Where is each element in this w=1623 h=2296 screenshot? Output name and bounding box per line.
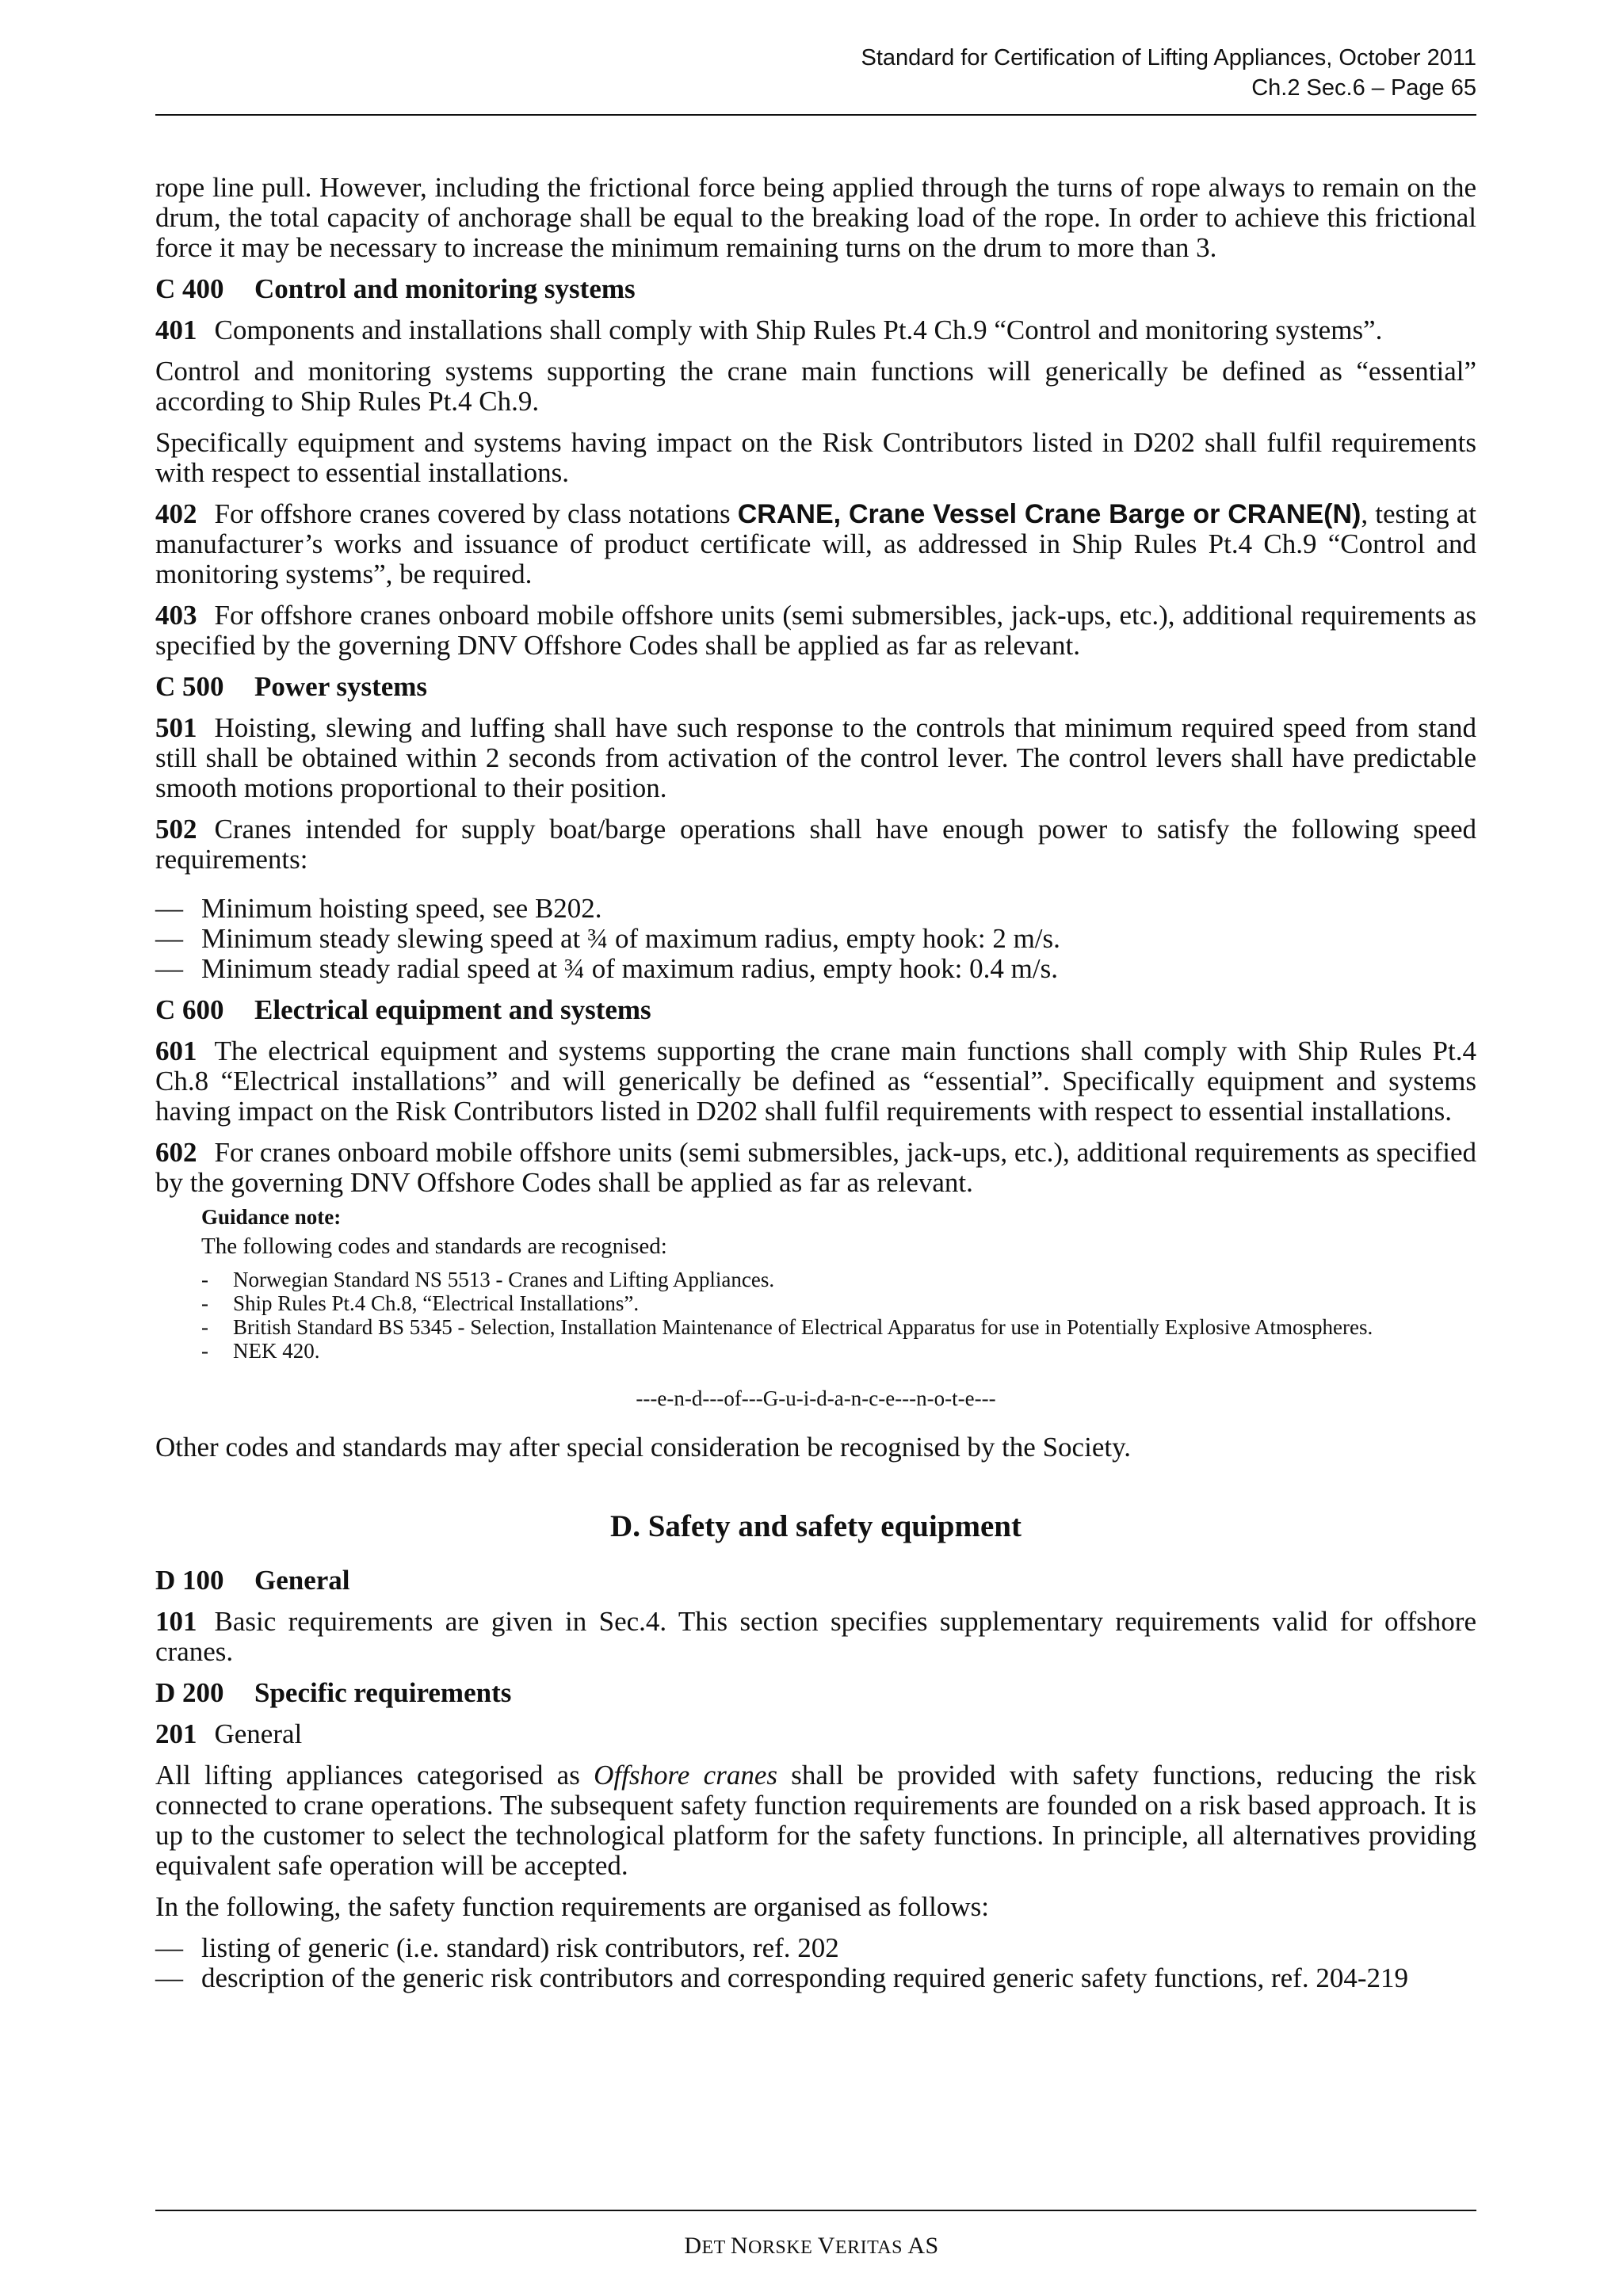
paragraph-401-c: Specifically equipment and systems having impact on the Risk Contributors listed in D202 shall fulfil requirements with respect to essential installations. — [155, 427, 1476, 488]
paragraph-201 — [155, 1719, 1476, 1749]
paragraph-number: 601 — [155, 1035, 197, 1066]
list-item: — Minimum hoisting speed, see B202. — [155, 893, 602, 924]
page-header — [367, 43, 1476, 103]
page-body — [155, 173, 1476, 2004]
organisation-list — [155, 1933, 1476, 1993]
list-item: — description of the generic risk contributors and corresponding required generic safety functions, ref. 204-219 — [155, 1962, 1408, 1993]
recognised-standards-list — [201, 1268, 1476, 1363]
paragraph-501 — [155, 713, 1476, 803]
subsection-number: C 600 — [155, 994, 224, 1025]
list-item: — Minimum steady slewing speed at ¾ of maximum radius, empty hook: 2 m/s. — [155, 923, 1060, 954]
subsection-title: Power systems — [254, 671, 428, 702]
paragraph-number: 403 — [155, 600, 197, 631]
paragraph-text: Hoisting, slewing and luffing shall have such response to the controls that minimum required speed from stand still shall be obtained within 2 seconds from activation of the control lever. The control levers shall have predictable smooth motions proportional to their position. — [155, 712, 1476, 803]
guidance-note-title: Guidance note: — [201, 1205, 342, 1229]
dash-bullet: — — [155, 1962, 183, 1993]
italic-term: Offshore cranes — [594, 1760, 777, 1791]
subsection-number: D 200 — [155, 1677, 224, 1708]
subsection-title: General — [254, 1565, 350, 1596]
paragraph-201-b: All lifting appliances categorised as Offshore cranes shall be provided with safety functions, reducing the risk connected to crane operations. The subsequent safety function requirements are founded on a risk based approach. It is up to the customer to select the technological platform for the safety functions. In principle, all alternatives providing equivalent safe operation will be accepted. — [155, 1760, 1476, 1881]
list-item: - British Standard BS 5345 - Selection, Installation Maintenance of Electrical Apparatus for use in Potentially Explosive Atmospheres. — [201, 1315, 1373, 1339]
list-item: - Ship Rules Pt.4 Ch.8, “Electrical Installations”. — [201, 1291, 640, 1315]
paragraph-text: General — [214, 1718, 303, 1749]
guidance-note-end: ---e-n-d---of---G-u-i-d-a-n-c-e---n-o-t-e--- — [636, 1386, 996, 1410]
class-notations: CRANE, Crane Vessel Crane Barge or CRANE(N) — [737, 499, 1361, 529]
page-footer: DET NORSKE VERITAS AS — [684, 2233, 939, 2259]
paragraph-101 — [155, 1607, 1476, 1667]
paragraph-401-b: Control and monitoring systems supporting the crane main functions will generically be defined as “essential” according to Ship Rules Pt.4 Ch.9. — [155, 356, 1476, 417]
dash-bullet: — — [155, 953, 183, 984]
paragraph-602 — [155, 1138, 1476, 1198]
speed-requirements-list — [155, 894, 1476, 984]
paragraph-402 — [155, 499, 1476, 589]
list-item: - Norwegian Standard NS 5513 - Cranes and Lifting Appliances. — [201, 1268, 775, 1291]
paragraph-text: Components and installations shall comply with Ship Rules Pt.4 Ch.9 “Control and monitoring systems”. — [214, 315, 1383, 345]
paragraph-other-codes: Other codes and standards may after special consideration be recognised by the Society. — [155, 1432, 1132, 1463]
guidance-note — [201, 1204, 1476, 1363]
paragraph-502 — [155, 814, 1476, 875]
subsection-heading-c400 — [155, 274, 1476, 304]
paragraph-text: For offshore cranes onboard mobile offshore units (semi submersibles, jack-ups, etc.), additional requirements as specified by the governing DNV Offshore Codes shall be applied as far as relevant. — [155, 600, 1476, 661]
paragraph-601 — [155, 1036, 1476, 1127]
paragraph-text: The electrical equipment and systems supporting the crane main functions shall comply with Ship Rules Pt.4 Ch.8 “Electrical installations” and will generically be defined as “essential”. Specifically equipment and systems having impact on the Risk Contributors listed in D202 shall fulfil requirements with respect to essential installations. — [155, 1035, 1476, 1127]
subsection-heading-d100 — [155, 1566, 1476, 1596]
subsection-heading-c500 — [155, 672, 1476, 702]
paragraph-number: 602 — [155, 1137, 197, 1168]
paragraph-403 — [155, 601, 1476, 661]
dash-bullet: — — [155, 893, 183, 924]
paragraph-number: 201 — [155, 1718, 197, 1749]
footer-rule — [155, 2210, 1476, 2211]
subsection-title: Electrical equipment and systems — [254, 994, 651, 1025]
paragraph-number: 101 — [155, 1606, 197, 1637]
subsection-heading-c600 — [155, 995, 1476, 1025]
paragraph-intro: rope line pull. However, including the frictional force being applied through the turns of rope always to remain on the drum, the total capacity of anchorage shall be equal to the breaking load of the rope. In order to achieve this frictional force it may be necessary to increase the minimum remaining turns on the drum to more than 3. — [155, 172, 1476, 263]
subsection-title: Specific requirements — [254, 1677, 512, 1708]
paragraph-text: Basic requirements are given in Sec.4. This section specifies supplementary requirements valid for offshore cranes. — [155, 1606, 1476, 1667]
subsection-number: C 500 — [155, 671, 224, 702]
list-item: - NEK 420. — [201, 1339, 320, 1363]
list-item: — Minimum steady radial speed at ¾ of maximum radius, empty hook: 0.4 m/s. — [155, 953, 1058, 984]
subsection-number: C 400 — [155, 273, 224, 304]
paragraph-number: 401 — [155, 315, 197, 345]
list-item: — listing of generic (i.e. standard) risk contributors, ref. 202 — [155, 1932, 839, 1963]
header-rule — [155, 114, 1476, 116]
paragraph-text: For cranes onboard mobile offshore units (semi submersibles, jack-ups, etc.), additional requirements as specified by the governing DNV Offshore Codes shall be applied as far as relevant. — [155, 1137, 1476, 1198]
dash-bullet: — — [155, 1932, 183, 1963]
dash-bullet: — — [155, 923, 183, 954]
paragraph-401 — [155, 315, 1476, 345]
header-page-ref: Ch.2 Sec.6 – Page 65 — [1251, 75, 1476, 101]
paragraph-number: 402 — [155, 498, 197, 529]
paragraph-number: 502 — [155, 814, 197, 845]
subsection-heading-d200 — [155, 1678, 1476, 1708]
paragraph-text: , testing at manufacturer’s works and issuance of product certificate will, as addressed in Ship Rules Pt.4 Ch.9 “Control and monitoring systems”, be required. — [155, 498, 1476, 589]
paragraph-text: Cranes intended for supply boat/barge operations shall have enough power to satisfy the following speed requirements: — [155, 814, 1476, 875]
paragraph-201-c: In the following, the safety function requirements are organised as follows: — [155, 1891, 989, 1922]
header-title: Standard for Certification of Lifting Appliances, October 2011 — [861, 45, 1476, 71]
subsection-title: Control and monitoring systems — [254, 273, 636, 304]
guidance-note-intro: The following codes and standards are recognised: — [201, 1234, 667, 1259]
section-title-d: D. Safety and safety equipment — [610, 1509, 1022, 1543]
paragraph-text: For offshore cranes covered by class notations — [214, 498, 738, 529]
paragraph-number: 501 — [155, 712, 197, 743]
subsection-number: D 100 — [155, 1565, 224, 1596]
